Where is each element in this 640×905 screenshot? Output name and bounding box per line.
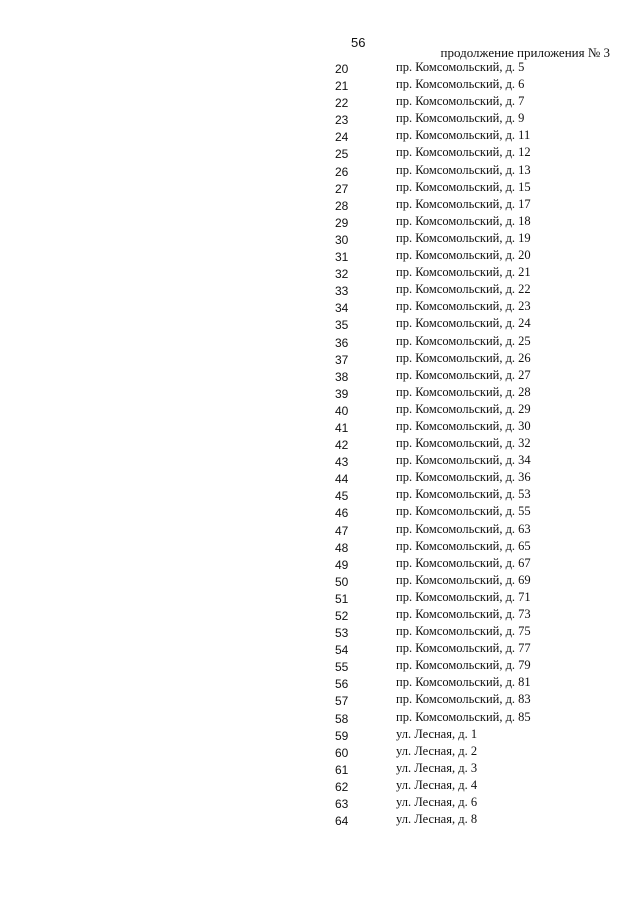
- address-text: пр. Комсомольский, д. 21: [396, 265, 531, 280]
- address-text: пр. Комсомольский, д. 25: [396, 333, 531, 348]
- address-text: пр. Комсомольский, д. 53: [396, 487, 531, 502]
- row-number: 63: [335, 797, 349, 812]
- list-item: [0, 316, 640, 333]
- row-number: 64: [335, 814, 349, 829]
- row-number: 48: [335, 540, 349, 555]
- address-text: пр. Комсомольский, д. 32: [396, 436, 531, 451]
- row-number: 49: [335, 557, 349, 572]
- address-text: пр. Комсомольский, д. 75: [396, 624, 531, 639]
- list-item: [0, 128, 640, 145]
- address-text: пр. Комсомольский, д. 18: [396, 213, 531, 228]
- row-number: 20: [335, 62, 349, 76]
- row-number: 33: [335, 284, 349, 299]
- list-item: [0, 77, 640, 94]
- list-item: [0, 265, 640, 282]
- row-number: 23: [335, 113, 349, 128]
- address-text: ул. Лесная, д. 1: [396, 726, 478, 741]
- list-item: [0, 539, 640, 556]
- address-text: пр. Комсомольский, д. 15: [396, 179, 531, 194]
- address-text: пр. Комсомольский, д. 28: [396, 384, 531, 399]
- list-item: [0, 744, 640, 761]
- row-number: 21: [335, 79, 349, 94]
- list-item: [0, 590, 640, 607]
- list-item: [0, 351, 640, 368]
- address-text: ул. Лесная, д. 8: [396, 812, 478, 827]
- list-item: [0, 641, 640, 658]
- list-item: [0, 453, 640, 470]
- row-number: 39: [335, 386, 349, 401]
- list-item: [0, 248, 640, 265]
- list-item: [0, 692, 640, 709]
- address-text: ул. Лесная, д. 2: [396, 743, 478, 758]
- row-number: 37: [335, 352, 349, 367]
- address-text: пр. Комсомольский, д. 29: [396, 401, 531, 416]
- list-item: [0, 675, 640, 692]
- list-item: [0, 163, 640, 180]
- row-number: 25: [335, 147, 349, 162]
- list-item: [0, 60, 640, 77]
- row-number: 38: [335, 369, 349, 384]
- list-item: [0, 94, 640, 111]
- row-number: 52: [335, 609, 349, 623]
- list-item: [0, 282, 640, 299]
- address-text: пр. Комсомольский, д. 83: [396, 692, 531, 707]
- address-text: пр. Комсомольский, д. 34: [396, 453, 531, 468]
- row-number: 51: [335, 591, 349, 606]
- list-item: [0, 795, 640, 812]
- address-text: пр. Комсомольский, д. 6: [396, 77, 525, 92]
- row-number: 58: [335, 711, 349, 726]
- row-number: 53: [335, 626, 349, 641]
- address-text: пр. Комсомольский, д. 85: [396, 709, 531, 724]
- list-item: [0, 214, 640, 231]
- row-number: 28: [335, 198, 349, 213]
- row-number: 60: [335, 745, 349, 760]
- row-number: 59: [335, 728, 349, 743]
- address-text: пр. Комсомольский, д. 65: [396, 538, 531, 553]
- appendix-caption: продолжение приложения № 3: [440, 45, 610, 60]
- list-item: [0, 556, 640, 573]
- address-text: пр. Комсомольский, д. 77: [396, 641, 531, 656]
- list-item: [0, 180, 640, 197]
- list-item: [0, 710, 640, 727]
- row-number: 45: [335, 489, 349, 504]
- address-text: пр. Комсомольский, д. 26: [396, 350, 531, 365]
- address-text: ул. Лесная, д. 4: [396, 777, 478, 792]
- list-item: [0, 727, 640, 744]
- list-item: [0, 334, 640, 351]
- list-item: [0, 197, 640, 214]
- row-number: 47: [335, 523, 349, 538]
- page-number: 56: [351, 35, 366, 50]
- list-item: [0, 368, 640, 385]
- address-text: пр. Комсомольский, д. 17: [396, 196, 531, 211]
- address-text: пр. Комсомольский, д. 9: [396, 111, 525, 126]
- address-text: пр. Комсомольский, д. 71: [396, 589, 531, 604]
- list-item: [0, 761, 640, 778]
- list-item: [0, 778, 640, 795]
- list-item: [0, 111, 640, 128]
- row-number: 31: [335, 250, 349, 265]
- list-item: [0, 522, 640, 539]
- row-number: 22: [335, 96, 349, 111]
- row-number: 32: [335, 267, 349, 282]
- address-text: пр. Комсомольский, д. 30: [396, 418, 531, 433]
- address-text: пр. Комсомольский, д. 22: [396, 282, 531, 297]
- address-text: пр. Комсомольский, д. 81: [396, 675, 531, 690]
- row-number: 61: [335, 762, 349, 777]
- address-text: пр. Комсомольский, д. 20: [396, 248, 531, 263]
- row-number: 41: [335, 420, 349, 435]
- address-text: пр. Комсомольский, д. 27: [396, 367, 531, 382]
- row-number: 40: [335, 403, 349, 418]
- list-item: [0, 299, 640, 316]
- list-item: [0, 419, 640, 436]
- row-number: 56: [335, 677, 349, 692]
- address-text: пр. Комсомольский, д. 7: [396, 94, 525, 109]
- row-number: 54: [335, 643, 349, 658]
- list-item: [0, 470, 640, 487]
- row-number: 50: [335, 574, 349, 589]
- address-text: пр. Комсомольский, д. 24: [396, 316, 531, 331]
- address-list: [0, 60, 640, 829]
- list-item: [0, 573, 640, 590]
- list-item: [0, 145, 640, 162]
- list-item: [0, 385, 640, 402]
- list-item: [0, 812, 640, 829]
- row-number: 46: [335, 506, 349, 521]
- row-number: 30: [335, 232, 349, 247]
- row-number: 29: [335, 215, 349, 230]
- address-text: ул. Лесная, д. 6: [396, 795, 478, 810]
- address-text: пр. Комсомольский, д. 67: [396, 555, 531, 570]
- row-number: 27: [335, 181, 349, 196]
- row-number: 35: [335, 318, 349, 333]
- row-number: 26: [335, 164, 349, 179]
- address-text: ул. Лесная, д. 3: [396, 760, 478, 775]
- row-number: 43: [335, 455, 349, 470]
- list-item: [0, 436, 640, 453]
- address-text: пр. Комсомольский, д. 36: [396, 470, 531, 485]
- list-item: [0, 504, 640, 521]
- address-text: пр. Комсомольский, д. 79: [396, 658, 531, 673]
- row-number: 62: [335, 779, 349, 794]
- list-item: [0, 402, 640, 419]
- row-number: 36: [335, 335, 349, 350]
- address-text: пр. Комсомольский, д. 69: [396, 572, 531, 587]
- list-item: [0, 231, 640, 248]
- address-text: пр. Комсомольский, д. 5: [396, 60, 525, 74]
- address-text: пр. Комсомольский, д. 73: [396, 607, 531, 621]
- list-item: [0, 624, 640, 641]
- row-number: 55: [335, 660, 349, 675]
- address-text: пр. Комсомольский, д. 55: [396, 504, 531, 519]
- list-item: [0, 487, 640, 504]
- list-item: [0, 658, 640, 675]
- row-number: 57: [335, 694, 349, 709]
- address-text: пр. Комсомольский, д. 19: [396, 230, 531, 245]
- address-text: пр. Комсомольский, д. 23: [396, 299, 531, 314]
- address-text: пр. Комсомольский, д. 63: [396, 521, 531, 536]
- row-number: 44: [335, 472, 349, 487]
- address-text: пр. Комсомольский, д. 13: [396, 162, 531, 177]
- row-number: 24: [335, 130, 349, 145]
- address-text: пр. Комсомольский, д. 12: [396, 145, 531, 160]
- address-text: пр. Комсомольский, д. 11: [396, 128, 531, 143]
- row-number: 34: [335, 301, 349, 316]
- list-item: [0, 607, 640, 624]
- row-number: 42: [335, 438, 349, 453]
